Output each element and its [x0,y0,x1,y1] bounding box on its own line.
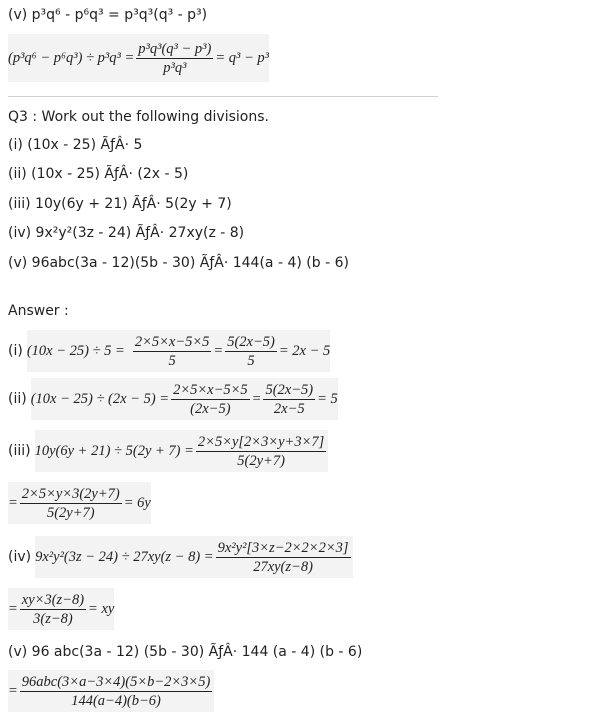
answer-iii-step2: = $\frac{2\times 5\times y\times 3(2y+7)}{5(2y+7)}$ = 6y [8,482,151,524]
answer-i-math: (10x − 25) ÷ 5 = $\frac{2\times 5\times x-5\times 5}{5}$ = $\frac{5(2x-5)}{5}$ = 2x − 5 [27,330,330,372]
rhs: = 5 [317,390,338,407]
answer-iv-math [35,536,352,578]
denominator: (2x−5) [190,400,231,417]
fraction [225,334,277,369]
fraction [263,382,315,417]
numerator: 2×5×y×3(2y+7) [21,485,120,502]
answer-label: Answer : [8,303,69,319]
eq-fraction [136,41,213,76]
rhs: = xy [88,600,115,617]
fraction [20,486,122,521]
numerator: 96abc(3×a−3×4)(5×b−2×3×5) [21,673,211,690]
numerator: xy×3(z−8) [21,591,85,608]
answer-v-statement: (v) 96 abc(3a - 12) (5b - 30) ÃƒÂ· 144 (a - 4) (b - 6) [8,644,363,660]
numerator: 5(2x−5) [227,333,275,350]
answer-tag: (ii) [8,391,27,407]
divider [8,96,438,97]
denominator: 5(2y+7) [46,504,95,521]
denominator: 3(z−8) [33,610,73,627]
denominator: 5 [247,352,255,369]
rhs: = 6y [123,494,151,511]
q3-item: (iii) 10y(6y + 21) ÃƒÂ· 5(2y + 7) [8,196,232,212]
eq-denominator: p³q³ [163,59,187,76]
answer-tag: (iv) [8,549,32,565]
eq-right: = q³ − p³ [215,49,270,66]
eq-left: (p³q⁶ − p⁶q³) ÷ p³q³ = [8,49,135,66]
fraction [133,334,212,369]
fraction [20,674,213,709]
lhs: (10x − 25) ÷ (2x − 5) = [30,390,170,407]
answer-i [8,330,330,372]
answer-ii-math: (10x − 25) ÷ (2x − 5) = $\frac{2\times 5\times x-5\times 5}{(2x-5)}$ = $\frac{5(2x-5)}{2x-5}$ = 5 [31,378,338,420]
rhs: = 2x − 5 [278,342,331,359]
denominator: 2x−5 [273,400,305,417]
q3-item: (iv) 9x²y²(3z - 24) ÃƒÂ· 27xy(z - 8) [8,225,245,241]
denominator: 5 [168,352,176,369]
answer-v-math: = $\frac{\text{96abc(3×a−3×4)(5×b−2×3×5)}}{144(a-4)(b-6)}$ [8,670,214,712]
q3-item: (v) 96abc(3a - 12)(5b - 30) ÃƒÂ· 144(a - 4) (b - 6) [8,255,349,271]
fraction [20,592,86,627]
denominator: 144(a−4)(b−6) [71,692,161,709]
answer-ii [8,378,338,420]
numerator: 2×5×x−5×5 [134,333,210,350]
numerator: 9x²y²[3×z−2×2×2×3] [217,539,349,556]
fraction [171,382,250,417]
eq-numerator: p³q³(q³ − p³) [138,40,212,57]
part-v-equation [8,34,269,82]
numerator: 2×5×x−5×5 [173,381,248,398]
q3-item: (i) (10x - 25) ÃƒÂ· 5 [8,137,143,153]
fraction [196,434,326,469]
lhs: (10x − 25) ÷ 5 = [26,342,125,359]
lhs: 9x²y²(3z − 24) ÷ 27xy(z − 8) = [35,548,214,565]
lhs: 10y(6y + 21) ÷ 5(2y + 7) = [34,442,194,459]
numerator: 5(2x−5) [265,381,314,398]
numerator: 2×5×y[2×3×y+3×7] [197,433,325,450]
part-v-statement: (v) p³q⁶ - p⁶q³ = p³q³(q³ - p³) [8,7,208,23]
answer-iii-math [35,430,329,472]
q3-title: Q3 : Work out the following divisions. [8,109,269,125]
denominator: 5(2y+7) [237,452,285,469]
answer-iv-step2: = $\frac{xy\times 3(z-8)}{3(z-8)}$ = xy [8,588,114,630]
answer-tag: (iii) [8,443,31,459]
answer-iii [8,430,328,472]
denominator: 27xy(z−8) [253,558,313,575]
q3-item: (ii) (10x - 25) ÃƒÂ· (2x - 5) [8,166,189,182]
answer-iv [8,536,353,578]
answer-tag: (i) [8,343,23,359]
fraction [216,540,351,575]
